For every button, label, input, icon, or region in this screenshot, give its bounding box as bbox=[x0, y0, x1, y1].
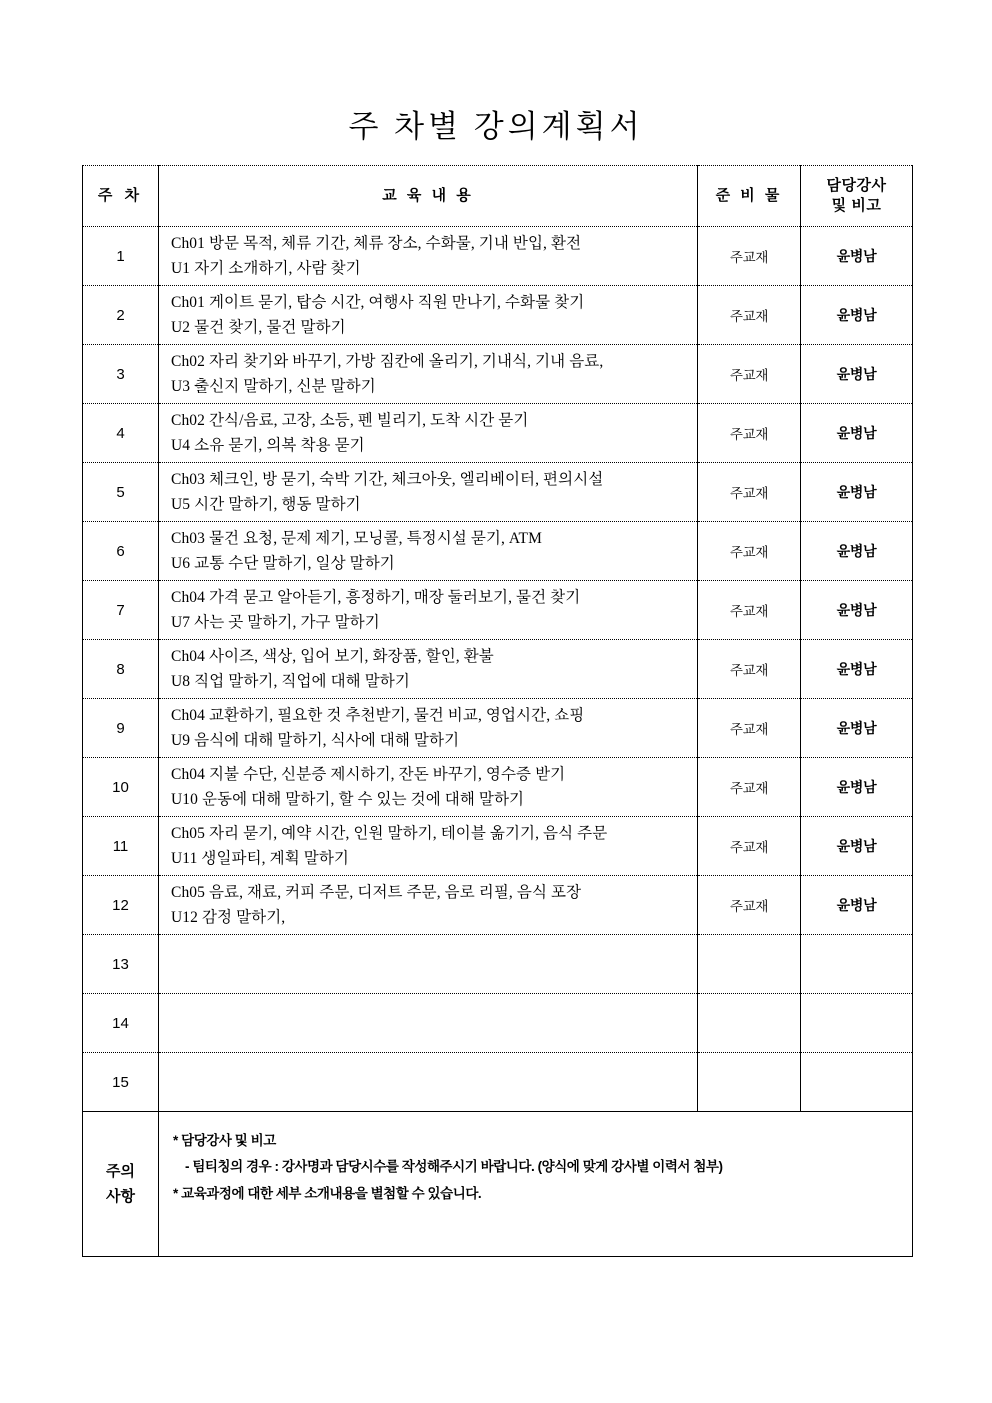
cell-content bbox=[159, 699, 698, 758]
cell-teacher bbox=[801, 1053, 913, 1112]
cell-materials: 주교재 bbox=[698, 581, 801, 640]
table-row bbox=[83, 994, 913, 1053]
cell-week-number: 11 bbox=[83, 817, 159, 876]
cell-teacher: 윤병남 bbox=[801, 699, 913, 758]
cell-content bbox=[159, 758, 698, 817]
cell-week-number: 4 bbox=[83, 404, 159, 463]
table-row bbox=[83, 463, 913, 522]
cell-teacher bbox=[801, 935, 913, 994]
cell-materials: 주교재 bbox=[698, 876, 801, 935]
cell-week-number: 12 bbox=[83, 876, 159, 935]
column-header-content: 교 육 내 용 bbox=[159, 166, 698, 227]
notes-row bbox=[83, 1112, 913, 1257]
content-line-1: Ch04 교환하기, 필요한 것 추천받기, 물건 비교, 영업시간, 쇼핑 bbox=[171, 706, 585, 724]
cell-content bbox=[159, 286, 698, 345]
content-line-2: U1 자기 소개하기, 사람 찾기 bbox=[171, 260, 361, 277]
table-row bbox=[83, 286, 913, 345]
cell-content bbox=[159, 876, 698, 935]
cell-week-number: 9 bbox=[83, 699, 159, 758]
cell-week-number: 15 bbox=[83, 1053, 159, 1112]
cell-content bbox=[159, 404, 698, 463]
cell-content bbox=[159, 1053, 698, 1112]
cell-materials: 주교재 bbox=[698, 227, 801, 286]
cell-teacher: 윤병남 bbox=[801, 227, 913, 286]
cell-teacher: 윤병남 bbox=[801, 817, 913, 876]
content-line-2: U5 시간 말하기, 행동 말하기 bbox=[171, 496, 361, 513]
content-line-1: Ch04 지불 수단, 신분증 제시하기, 잔돈 바꾸기, 영수증 받기 bbox=[171, 765, 566, 783]
content-line-1: Ch01 게이트 묻기, 탑승 시간, 여행사 직원 만나기, 수화물 찾기 bbox=[171, 293, 585, 311]
table-row bbox=[83, 935, 913, 994]
cell-teacher: 윤병남 bbox=[801, 404, 913, 463]
note-line-1: * 담당강사 및 비고 bbox=[173, 1133, 276, 1148]
cell-materials: 주교재 bbox=[698, 345, 801, 404]
content-line-1: Ch04 사이즈, 색상, 입어 보기, 화장품, 할인, 환불 bbox=[171, 647, 494, 665]
table-header bbox=[83, 166, 913, 227]
column-header-materials: 준 비 물 bbox=[698, 166, 801, 227]
content-line-2: U2 물건 찾기, 물건 말하기 bbox=[171, 319, 346, 336]
cell-materials: 주교재 bbox=[698, 404, 801, 463]
table-row bbox=[83, 876, 913, 935]
table-row bbox=[83, 640, 913, 699]
cell-content bbox=[159, 817, 698, 876]
cell-teacher bbox=[801, 994, 913, 1053]
cell-materials: 주교재 bbox=[698, 758, 801, 817]
content-line-1: Ch04 가격 묻고 알아듣기, 흥정하기, 매장 둘러보기, 물건 찾기 bbox=[171, 588, 581, 606]
content-line-1: Ch03 물건 요청, 문제 제기, 모닝콜, 특정시설 묻기, ATM bbox=[171, 529, 542, 547]
table-row bbox=[83, 817, 913, 876]
cell-content bbox=[159, 522, 698, 581]
column-header-teacher bbox=[801, 166, 913, 227]
table-row bbox=[83, 522, 913, 581]
content-line-2: U11 생일파티, 계획 말하기 bbox=[171, 850, 349, 867]
cell-week-number: 8 bbox=[83, 640, 159, 699]
cell-week-number: 3 bbox=[83, 345, 159, 404]
content-line-2: U3 출신지 말하기, 신분 말하기 bbox=[171, 378, 376, 395]
cell-teacher: 윤병남 bbox=[801, 286, 913, 345]
note-line-2: - 팀티칭의 경우 : 강사명과 담당시수를 작성해주시기 바랍니다. (양식에 맞게 강사별 이력서 첨부) bbox=[185, 1159, 723, 1175]
cell-materials: 주교재 bbox=[698, 286, 801, 345]
cell-week-number: 7 bbox=[83, 581, 159, 640]
table-body bbox=[83, 227, 913, 1112]
table-row bbox=[83, 758, 913, 817]
cell-teacher: 윤병남 bbox=[801, 345, 913, 404]
cell-week-number: 2 bbox=[83, 286, 159, 345]
cell-content bbox=[159, 227, 698, 286]
content-line-1: Ch01 방문 목적, 체류 기간, 체류 장소, 수화물, 기내 반입, 환전 bbox=[171, 234, 582, 252]
cell-teacher: 윤병남 bbox=[801, 581, 913, 640]
cell-teacher: 윤병남 bbox=[801, 522, 913, 581]
content-line-2: U4 소유 묻기, 의복 착용 묻기 bbox=[171, 437, 365, 454]
cell-week-number: 5 bbox=[83, 463, 159, 522]
table-row bbox=[83, 227, 913, 286]
content-line-2: U12 감정 말하기, bbox=[171, 909, 286, 926]
content-line-2: U9 음식에 대해 말하기, 식사에 대해 말하기 bbox=[171, 732, 460, 749]
content-line-1: Ch05 음료, 재료, 커피 주문, 디저트 주문, 음로 리필, 음식 포장 bbox=[171, 883, 582, 901]
content-line-2: U10 운동에 대해 말하기, 할 수 있는 것에 대해 말하기 bbox=[171, 791, 525, 808]
notes-body bbox=[159, 1112, 913, 1257]
content-line-1: Ch02 간식/음료, 고장, 소등, 펜 빌리기, 도착 시간 묻기 bbox=[171, 411, 529, 429]
table-row bbox=[83, 1053, 913, 1112]
cell-materials: 주교재 bbox=[698, 699, 801, 758]
page-title: 주 차별 강의계획서 bbox=[348, 109, 644, 144]
cell-content bbox=[159, 345, 698, 404]
content-line-2: U6 교통 수단 말하기, 일상 말하기 bbox=[171, 555, 395, 572]
cell-content bbox=[159, 640, 698, 699]
notes-label-line2: 사항 bbox=[106, 1188, 135, 1205]
cell-materials bbox=[698, 935, 801, 994]
cell-teacher: 윤병남 bbox=[801, 758, 913, 817]
cell-teacher: 윤병남 bbox=[801, 640, 913, 699]
weekly-lecture-plan-table bbox=[82, 165, 913, 1257]
content-line-2: U8 직업 말하기, 직업에 대해 말하기 bbox=[171, 673, 410, 690]
header-row bbox=[83, 166, 913, 227]
column-header-week: 주 차 bbox=[83, 166, 159, 227]
cell-content bbox=[159, 463, 698, 522]
table-footer bbox=[83, 1112, 913, 1257]
cell-week-number: 10 bbox=[83, 758, 159, 817]
table-row bbox=[83, 699, 913, 758]
notes-label-line1: 주의 bbox=[106, 1162, 135, 1180]
cell-week-number: 6 bbox=[83, 522, 159, 581]
column-header-teacher-line1: 담당강사 bbox=[826, 176, 887, 194]
content-line-1: Ch05 자리 묻기, 예약 시간, 인원 말하기, 테이블 옮기기, 음식 주문 bbox=[171, 824, 608, 842]
content-line-2: U7 사는 곳 말하기, 가구 말하기 bbox=[171, 614, 380, 631]
cell-content bbox=[159, 935, 698, 994]
cell-teacher: 윤병남 bbox=[801, 463, 913, 522]
cell-content bbox=[159, 994, 698, 1053]
content-line-1: Ch02 자리 찾기와 바꾸기, 가방 짐칸에 올리기, 기내식, 기내 음료, bbox=[171, 352, 604, 370]
cell-week-number: 13 bbox=[83, 935, 159, 994]
cell-week-number: 1 bbox=[83, 227, 159, 286]
cell-materials: 주교재 bbox=[698, 817, 801, 876]
cell-materials: 주교재 bbox=[698, 463, 801, 522]
notes-label bbox=[83, 1112, 159, 1257]
cell-materials: 주교재 bbox=[698, 522, 801, 581]
content-line-1: Ch03 체크인, 방 묻기, 숙박 기간, 체크아웃, 엘리베이터, 편의시설 bbox=[171, 470, 604, 488]
table-row bbox=[83, 345, 913, 404]
cell-materials: 주교재 bbox=[698, 640, 801, 699]
cell-content bbox=[159, 581, 698, 640]
cell-teacher: 윤병남 bbox=[801, 876, 913, 935]
column-header-teacher-line2: 및 비고 bbox=[831, 197, 882, 214]
cell-materials bbox=[698, 994, 801, 1053]
cell-week-number: 14 bbox=[83, 994, 159, 1053]
note-line-3: * 교육과정에 대한 세부 소개내용을 별첨할 수 있습니다. bbox=[173, 1185, 482, 1201]
table-row bbox=[83, 581, 913, 640]
cell-materials bbox=[698, 1053, 801, 1112]
table-row bbox=[83, 404, 913, 463]
